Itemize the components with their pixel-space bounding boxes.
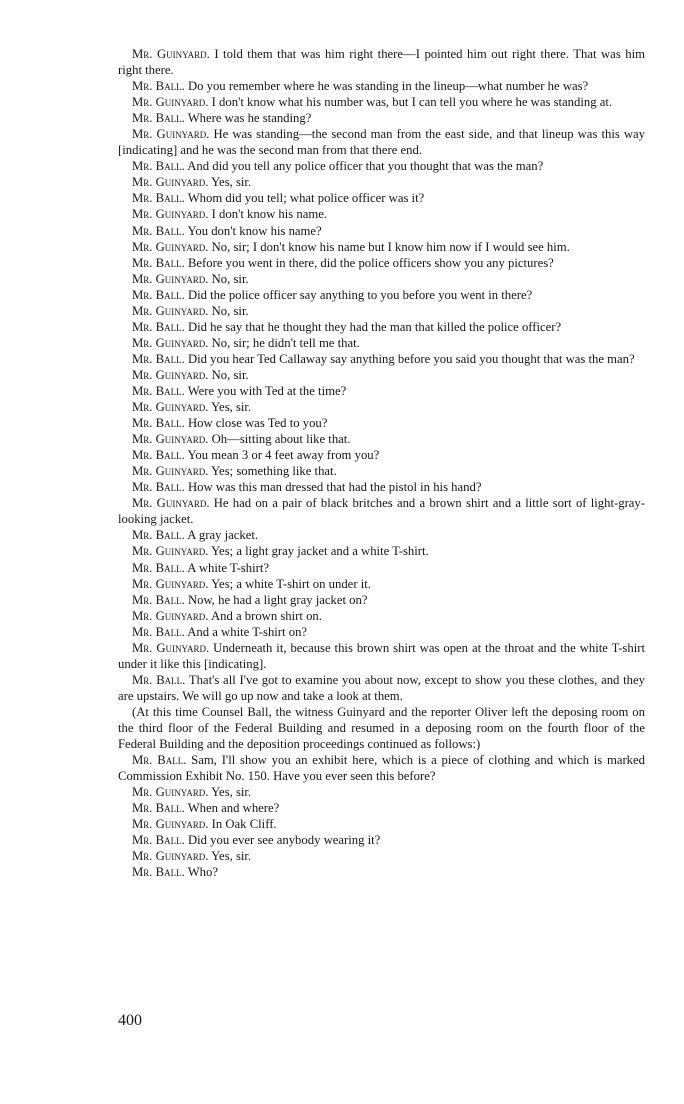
speaker-label: Mr. Ball. — [132, 351, 185, 366]
paragraph-text: He was standing—the second man from the east side, and that lineup was this way [indicating] and he was the second man from that there end. — [118, 127, 645, 158]
transcript-paragraph — [118, 239, 645, 255]
transcript-paragraph — [118, 543, 645, 559]
transcript-paragraph — [118, 784, 645, 800]
transcript-paragraph — [118, 399, 645, 415]
transcript-paragraph — [118, 319, 645, 335]
speaker-label: Mr. Ball. — [132, 480, 185, 495]
speaker-label: Mr. Guinyard. — [132, 127, 210, 142]
speaker-label: Mr. Guinyard. — [132, 271, 209, 286]
transcript-paragraph — [118, 640, 645, 672]
paragraph-text: Oh—sitting about like that. — [208, 432, 351, 447]
speaker-label: Mr. Ball. — [132, 223, 185, 238]
paragraph-text: And did you tell any police officer that you thought that was the man? — [184, 159, 544, 174]
speaker-label: Mr. Guinyard. — [132, 207, 209, 222]
transcript-paragraph — [118, 576, 645, 592]
transcript-paragraph — [118, 78, 645, 94]
paragraph-text: I told them that was him right there—I pointed him out right there. That was him right there. — [118, 47, 646, 78]
transcript-paragraph — [118, 367, 645, 383]
paragraph-text: Were you with Ted at the time? — [184, 383, 347, 398]
speaker-label: Mr. Ball. — [132, 79, 185, 94]
transcript-paragraph — [118, 592, 645, 608]
paragraph-text: Do you remember where he was standing in the lineup—what number he was? — [184, 79, 589, 94]
transcript-paragraph — [118, 255, 645, 271]
transcript-paragraph — [118, 110, 645, 126]
speaker-label: Mr. Ball. — [132, 159, 185, 174]
transcript-paragraph — [118, 46, 645, 78]
paragraph-text: Yes, sir. — [208, 175, 252, 190]
paragraph-text: Yes; a white T-shirt on under it. — [208, 576, 371, 591]
transcript-paragraph — [118, 704, 645, 752]
transcript-paragraph — [118, 463, 645, 479]
speaker-label: Mr. Guinyard. — [132, 464, 209, 479]
paragraph-text: Yes, sir. — [208, 785, 252, 800]
speaker-label: Mr. Guinyard. — [132, 640, 210, 655]
speaker-label: Mr. Ball. — [132, 255, 185, 270]
speaker-label: Mr. Guinyard. — [132, 576, 209, 591]
speaker-label: Mr. Guinyard. — [132, 303, 209, 318]
transcript-paragraph — [118, 608, 645, 624]
paragraph-text: Did he say that he thought they had the man that killed the police officer? — [184, 319, 562, 334]
paragraph-text: That's all I've got to examine you about now, except to show you these clothes, and they are upstairs. We will go up now and take a look at them. — [118, 672, 645, 703]
speaker-label: Mr. Guinyard. — [132, 47, 210, 61]
paragraph-text: A white T-shirt? — [184, 560, 269, 575]
paragraph-text: No, sir; I don't know his name but I know him now if I would see him. — [208, 239, 570, 254]
paragraph-text: (At this time Counsel Ball, the witness Guinyard and the reporter Oliver left the deposing room on the third floor of the Federal Building and resumed in a deposing room on the fourth floor of the Federal Building and the deposition proceedings continued as follows:) — [118, 704, 645, 752]
paragraph-text: No, sir; he didn't tell me that. — [208, 335, 360, 350]
speaker-label: Mr. Ball. — [132, 801, 185, 816]
paragraph-text: Where was he standing? — [184, 111, 312, 126]
paragraph-text: How was this man dressed that had the pistol in his hand? — [184, 480, 482, 495]
speaker-label: Mr. Ball. — [132, 287, 185, 302]
paragraph-text: No, sir. — [208, 271, 249, 286]
paragraph-text: Did you ever see anybody wearing it? — [184, 833, 381, 848]
speaker-label: Mr. Ball. — [132, 416, 185, 431]
transcript-paragraph — [118, 816, 645, 832]
paragraph-text: Underneath it, because this brown shirt was open at the throat and the white T-shirt under it like this [indicating]. — [118, 640, 645, 671]
paragraph-text: Whom did you tell; what police officer was it? — [184, 191, 425, 206]
transcript-paragraph — [118, 752, 645, 784]
transcript-paragraph — [118, 495, 645, 527]
speaker-label: Mr. Ball. — [132, 111, 185, 126]
speaker-label: Mr. Ball. — [132, 319, 185, 334]
page-number: 400 — [118, 1012, 142, 1029]
paragraph-text: I don't know his name. — [208, 207, 328, 222]
speaker-label: Mr. Ball. — [132, 753, 187, 768]
paragraph-text: You don't know his name? — [184, 223, 322, 238]
speaker-label: Mr. Guinyard. — [132, 496, 210, 511]
paragraph-text: How close was Ted to you? — [184, 416, 328, 431]
speaker-label: Mr. Guinyard. — [132, 817, 209, 832]
transcript-paragraph — [118, 864, 645, 880]
speaker-label: Mr. Guinyard. — [132, 432, 209, 447]
paragraph-text: Did the police officer say anything to you before you went in there? — [184, 287, 533, 302]
speaker-label: Mr. Guinyard. — [132, 400, 209, 415]
paragraph-text: Did you hear Ted Callaway say anything before you said you thought that was the man? — [184, 351, 635, 366]
paragraph-text: In Oak Cliff. — [208, 817, 277, 832]
speaker-label: Mr. Ball. — [132, 592, 185, 607]
paragraph-text: No, sir. — [208, 303, 249, 318]
transcript-paragraph — [118, 158, 645, 174]
paragraph-text: Who? — [184, 865, 219, 880]
speaker-label: Mr. Ball. — [132, 672, 186, 687]
transcript-paragraph — [118, 271, 645, 287]
paragraph-text: He had on a pair of black britches and a brown shirt and a little sort of light-gray-looking jacket. — [118, 496, 645, 527]
transcript-paragraph — [118, 190, 645, 206]
paragraph-text: No, sir. — [208, 367, 249, 382]
speaker-label: Mr. Guinyard. — [132, 367, 209, 382]
paragraph-text: You mean 3 or 4 feet away from you? — [184, 448, 380, 463]
speaker-label: Mr. Ball. — [132, 191, 185, 206]
transcript-paragraph — [118, 624, 645, 640]
paragraph-text: I don't know what his number was, but I can tell you where he was standing at. — [208, 95, 613, 110]
speaker-label: Mr. Guinyard. — [132, 544, 209, 559]
transcript-paragraph — [118, 335, 645, 351]
speaker-label: Mr. Ball. — [132, 448, 185, 463]
speaker-label: Mr. Guinyard. — [132, 849, 209, 864]
paragraph-text: When and where? — [184, 801, 280, 816]
transcript-paragraph — [118, 479, 645, 495]
speaker-label: Mr. Ball. — [132, 383, 185, 398]
speaker-label: Mr. Guinyard. — [132, 785, 209, 800]
speaker-label: Mr. Ball. — [132, 624, 185, 639]
transcript-body — [118, 46, 645, 880]
speaker-label: Mr. Ball. — [132, 560, 185, 575]
paragraph-text: Before you went in there, did the police officers show you any pictures? — [184, 255, 554, 270]
paragraph-text: Now, he had a light gray jacket on? — [184, 592, 368, 607]
paragraph-text: Yes; a light gray jacket and a white T-shirt. — [208, 544, 429, 559]
paragraph-text: Yes; something like that. — [208, 464, 337, 479]
transcript-paragraph — [118, 174, 645, 190]
speaker-label: Mr. Guinyard. — [132, 175, 209, 190]
speaker-label: Mr. Ball. — [132, 833, 185, 848]
transcript-paragraph — [118, 383, 645, 399]
transcript-paragraph — [118, 94, 645, 110]
paragraph-text: And a white T-shirt on? — [184, 624, 308, 639]
speaker-label: Mr. Guinyard. — [132, 95, 209, 110]
speaker-label: Mr. Guinyard. — [132, 335, 209, 350]
paragraph-text: And a brown shirt on. — [208, 608, 322, 623]
speaker-label: Mr. Guinyard. — [132, 608, 209, 623]
transcript-paragraph — [118, 672, 645, 704]
speaker-label: Mr. Guinyard. — [132, 239, 209, 254]
paragraph-text: Sam, I'll show you an exhibit here, which is a piece of clothing and which is marked Commission Exhibit No. 150. Have you ever seen this before? — [118, 753, 646, 784]
transcript-paragraph — [118, 287, 645, 303]
speaker-label: Mr. Ball. — [132, 528, 185, 543]
speaker-label: Mr. Ball. — [132, 865, 185, 880]
transcript-paragraph — [118, 527, 645, 543]
transcript-paragraph — [118, 447, 645, 463]
transcript-paragraph — [118, 431, 645, 447]
paragraph-text: Yes, sir. — [208, 849, 252, 864]
transcript-paragraph — [118, 800, 645, 816]
transcript-paragraph — [118, 126, 645, 158]
paragraph-text: A gray jacket. — [184, 528, 259, 543]
transcript-paragraph — [118, 351, 645, 367]
transcript-paragraph — [118, 848, 645, 864]
paragraph-text: Yes, sir. — [208, 400, 252, 415]
transcript-paragraph — [118, 415, 645, 431]
transcript-paragraph — [118, 560, 645, 576]
transcript-paragraph — [118, 303, 645, 319]
transcript-paragraph — [118, 206, 645, 222]
transcript-paragraph — [118, 832, 645, 848]
transcript-paragraph — [118, 223, 645, 239]
